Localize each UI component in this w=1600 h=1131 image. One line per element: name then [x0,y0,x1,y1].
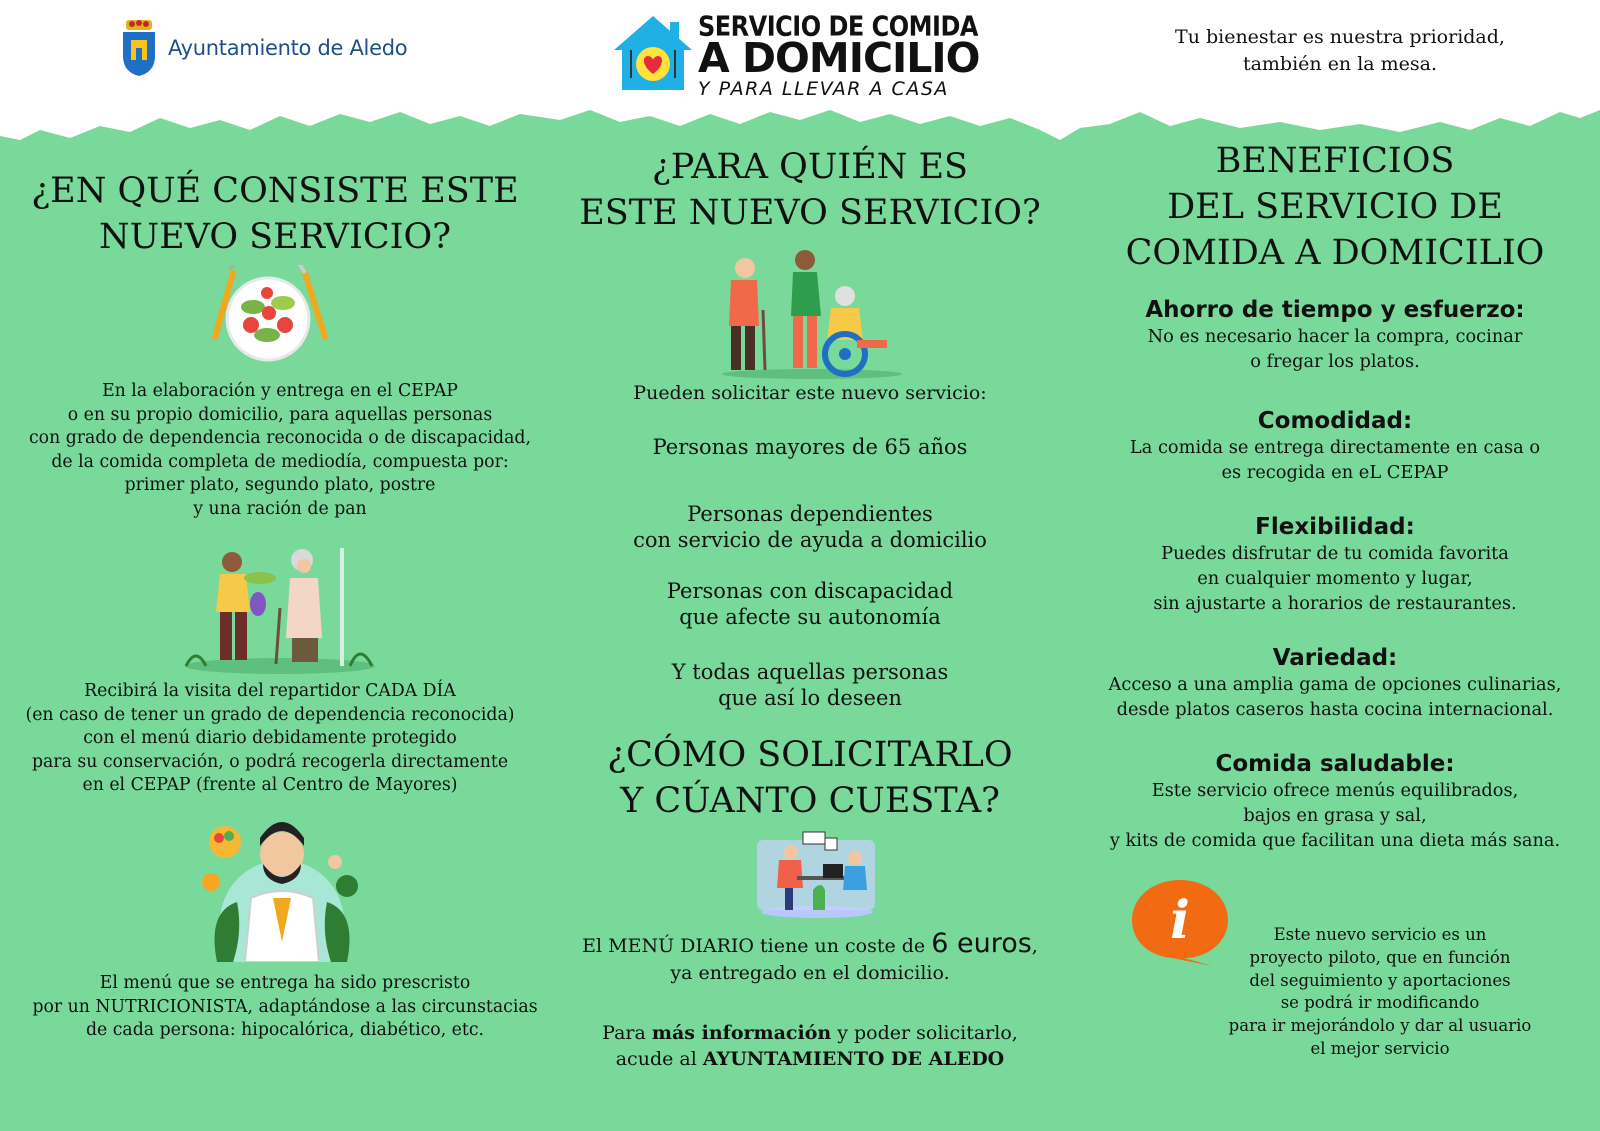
tagline-line-2: también en la mesa. [1242,53,1438,75]
middle-heading [560,144,1060,236]
middle-heading-line-2: ESTE NUEVO SERVICIO? [579,193,1041,233]
benefit-line: o fregar los platos. [1250,351,1420,372]
left-para-1-line: con grado de dependencia reconocida o de discapacidad, [29,428,531,448]
pilot-note [1180,924,1580,1061]
contact-info [560,1020,1060,1072]
benefit-line: Este servicio ofrece menús equilibrados, [1151,780,1519,801]
left-para-3-line: por un NUTRICIONISTA, adaptándose a las circunstacias [32,996,538,1017]
right-heading-line-3: COMIDA A DOMICILIO [1125,233,1545,273]
title-line-1: SERVICIO DE COMIDA [698,10,978,43]
municipality-logo [120,18,407,78]
left-para-1-line: En la elaboración y entrega en el CEPAP [102,381,458,401]
left-para-2 [10,680,530,798]
left-heading-line-2: NUEVO SERVICIO? [99,217,451,257]
left-para-1 [10,380,550,521]
benefit-line: Puedes disfrutar de tu comida favorita [1161,543,1509,564]
benefit-title: Ahorro de tiempo y esfuerzo: [1145,297,1525,323]
benefit-title: Comodidad: [1257,408,1413,434]
eligible-group [570,659,1050,711]
left-para-3-line: El menú que se entrega ha sido prescristo [99,973,471,993]
nutritionist-icon [197,812,367,962]
left-column [10,168,540,260]
note-line: proyecto piloto, que en función [1249,947,1511,967]
right-heading [1085,138,1585,276]
tagline-line-1: Tu bienestar es nuestra prioridad, [1175,26,1505,48]
benefit-item [1085,644,1585,722]
benefit-line: bajos en grasa y sal, [1243,805,1427,826]
left-para-1-line: primer plato, segundo plato, postre [124,475,436,495]
town-hall-name: AYUNTAMIENTO DE ALEDO [702,1048,1005,1070]
price-pre: El MENÚ DIARIO tiene un coste de [582,935,932,957]
eligible-group-line: que afecte su autonomía [679,605,941,629]
eligible-group [570,501,1050,553]
middle-heading-line-1: ¿PARA QUIÉN ES [652,147,968,187]
contact-pre: Para [602,1022,652,1044]
benefit-title: Comida saludable: [1215,751,1455,777]
eligible-group [570,434,1050,460]
benefit-item [1085,750,1585,853]
eligible-group-line: Personas con discapacidad [666,579,954,603]
title-line-2: A DOMICILIO [698,34,980,82]
note-line: para ir mejorándolo y dar al usuario [1228,1016,1532,1036]
eligible-group-line: Personas mayores de 65 años [652,435,968,459]
eligible-group-line: Y todas aquellas personas [671,660,949,684]
note-line: el mejor servicio [1310,1038,1450,1058]
left-heading-line-1: ¿EN QUÉ CONSISTE ESTE [31,171,519,211]
delivery-people-icon [180,548,380,678]
price-info [560,930,1060,986]
tagline [1150,24,1530,78]
price-line [560,930,1060,960]
middle-intro [570,380,1050,406]
salad-plate-icon [205,265,335,365]
benefit-line: sin ajustarte a horarios de restaurantes. [1153,593,1517,614]
note-line: Este nuevo servicio es un [1273,925,1487,944]
contact-bold: más información [651,1022,832,1044]
left-para-2-line: Recibirá la visita del repartidor CADA DÍA [84,681,456,701]
house-heart-icon [612,14,694,92]
contact-line-2 [560,1046,1060,1072]
price-line-2: ya entregado en el domicilio. [670,962,950,984]
left-para-1-line: o en su propio domicilio, para aquellas personas [67,404,493,425]
eligible-group [570,578,1050,630]
left-para-2-line: para su conservación, o podrá recogerla directamente [31,751,509,772]
intro-text: Pueden solicitar este nuevo servicio: [633,382,987,404]
middle-heading-2-line-1: ¿CÓMO SOLICITARLO [607,735,1013,775]
right-heading-line-2: DEL SERVICIO DE [1167,187,1503,227]
eligible-group-line: que así lo deseen [718,686,902,710]
contact-post: y poder solicitarlo, [831,1022,1018,1044]
benefit-item [1085,513,1585,616]
left-para-1-line: de la comida completa de mediodía, compuesta por: [51,451,509,472]
shield-icon [120,18,158,78]
benefit-line: desde platos caseros hasta cocina internacional. [1116,699,1554,720]
note-line: se podrá ir modificando [1280,993,1480,1013]
municipality-name: Ayuntamiento de Aledo [168,36,408,60]
header [0,0,1600,160]
left-para-1-line: y una ración de pan [193,498,367,519]
left-para-3 [20,972,550,1043]
title-line-3: Y PARA LLEVAR A CASA [698,78,949,100]
middle-heading-2 [560,732,1060,824]
benefit-title: Variedad: [1272,645,1398,671]
benefit-item [1085,296,1585,374]
benefit-line: No es necesario hacer la compra, cocinar [1147,326,1523,347]
benefit-item [1085,407,1585,485]
benefit-line: en cualquier momento y lugar, [1197,568,1473,589]
middle-heading-2-line-2: Y CÚANTO CUESTA? [620,781,1000,821]
eligible-group-line: Personas dependientes [687,502,933,526]
benefit-line: La comida se entrega directamente en casa o [1129,437,1541,458]
svg-text:i: i [1170,890,1190,951]
note-line: del seguimiento y aportaciones [1249,970,1511,990]
office-meeting-icon [757,830,877,920]
left-para-3-line: de cada persona: hipocalórica, diabético, etc. [85,1020,485,1040]
benefit-title: Flexibilidad: [1255,514,1415,540]
eligible-group-line: con servicio de ayuda a domicilio [633,528,987,552]
price-post: , [1031,935,1038,957]
right-heading-line-1: BENEFICIOS [1215,141,1455,181]
left-para-2-line: en el CEPAP (frente al Centro de Mayores) [82,775,458,795]
left-heading [10,168,540,260]
contact2-pre: acude al [615,1048,703,1070]
benefit-line: es recogida en eL CEPAP [1221,462,1449,483]
left-para-2-line: (en caso de tener un grado de dependencia reconocida) [25,704,515,725]
elderly-wheelchair-icon [717,250,907,380]
price-value: 6 euros [931,928,1032,959]
benefit-line: Acceso a una amplia gama de opciones culinarias, [1108,674,1562,695]
contact-line-1 [560,1020,1060,1046]
left-para-2-line: con el menú diario debidamente protegido [83,728,457,748]
benefit-line: y kits de comida que facilitan una dieta más sana. [1109,830,1561,851]
service-title [612,8,1012,103]
